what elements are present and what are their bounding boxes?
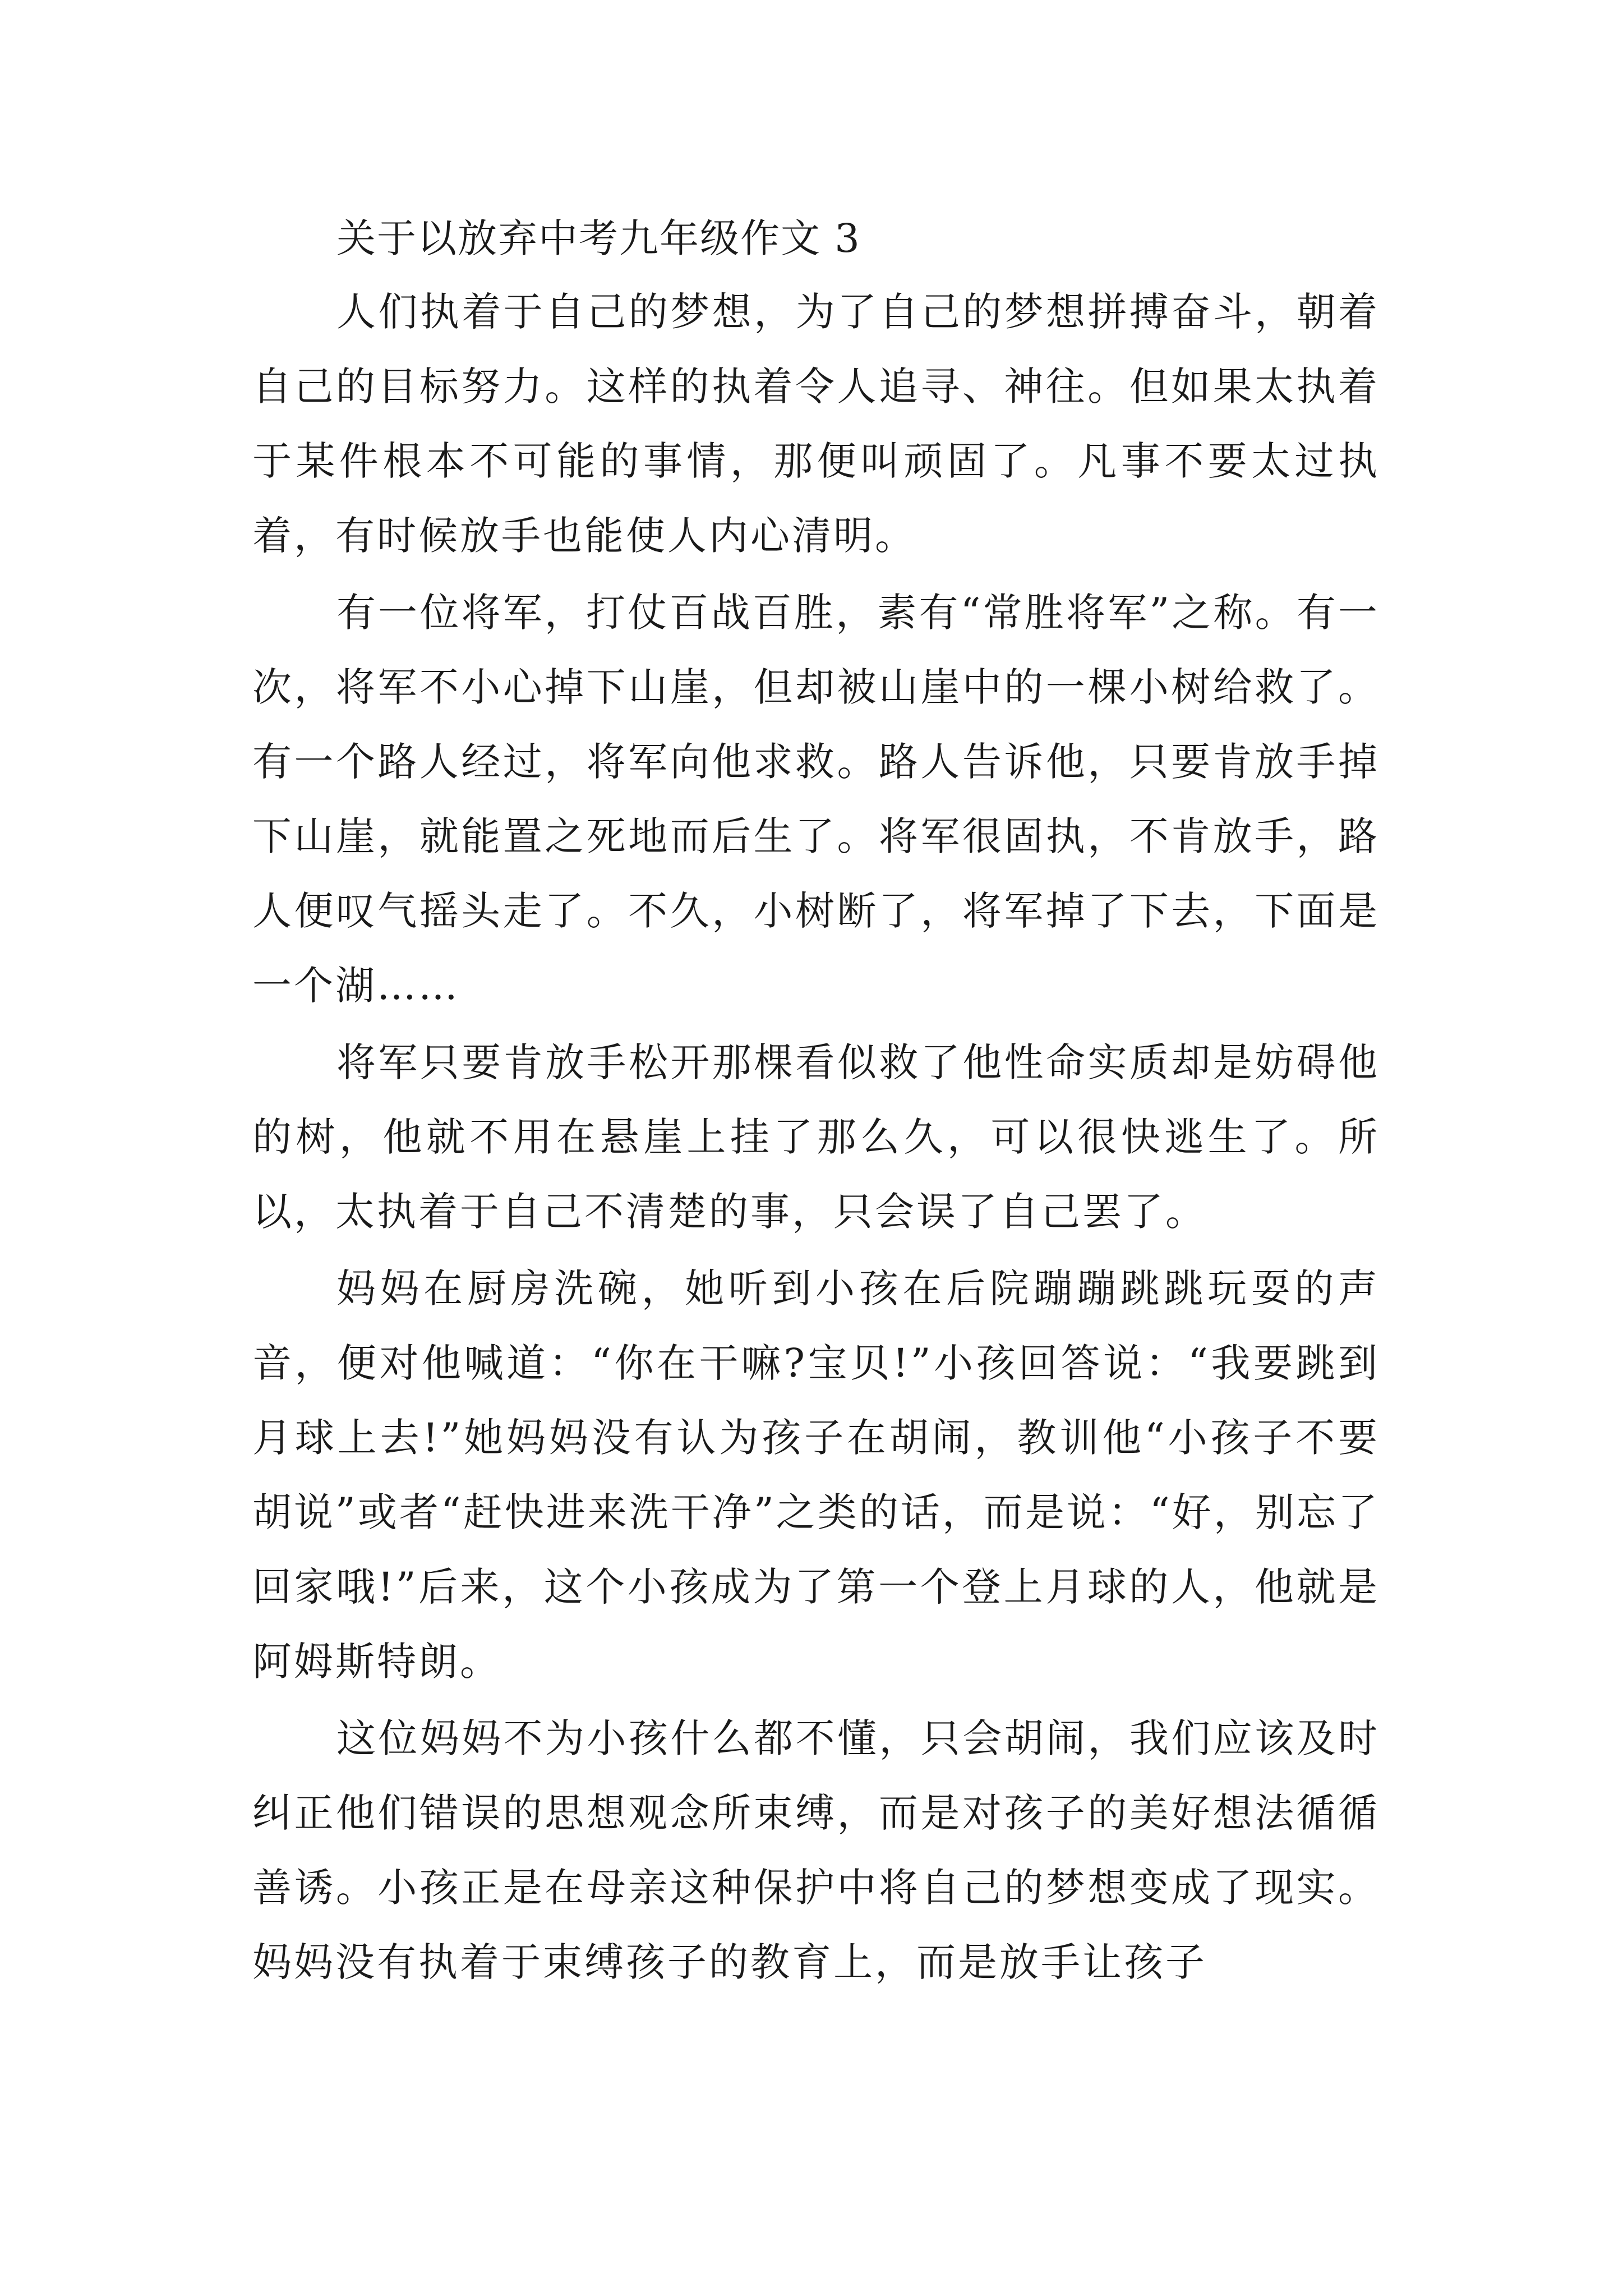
- paragraph-5: 这位妈妈不为小孩什么都不懂，只会胡闹，我们应该及时纠正他们错误的思想观念所束缚，而是对孩子的美好想法循循善诱。小孩正是在母亲这种保护中将自己的梦想变成了现实。妈妈没有执着于束缚孩子的教育上，而是放手让孩子: [252, 1715, 1380, 1985]
- paragraph-2: 有一位将军，打仗百战百胜，素有“常胜将军”之称。有一次，将军不小心掉下山崖，但却被山崖中的一棵小树给救了。有一个路人经过，将军向他求救。路人告诉他，只要肯放手掉下山崖，就能置之死地而后生了。将军很固执，不肯放手，路人便叹气摇头走了。不久，小树断了，将军掉了下去，下面是一个湖……: [252, 590, 1380, 1009]
- paragraph-1: 人们执着于自己的梦想，为了自己的梦想拼搏奋斗，朝着自己的目标努力。这样的执着令人追寻、神往。但如果太执着于某件根本不可能的事情，那便叫顽固了。凡事不要太过执着，有时候放手也能使人内心清明。: [252, 289, 1380, 559]
- paragraph-3: 将军只要肯放手松开那棵看似救了他性命实质却是妨碍他的树，他就不用在悬崖上挂了那么久，可以很快逃生了。所以，太执着于自己不清楚的事，只会误了自己罢了。: [252, 1039, 1380, 1235]
- paragraph-4: 妈妈在厨房洗碗，她听到小孩在后院蹦蹦跳跳玩耍的声音，便对他喊道：“你在干嘛?宝贝!”小孩回答说：“我要跳到月球上去!”她妈妈没有认为孩子在胡闹，教训他“小孩子不要胡说”或者“赶快进来洗干净”之类的话，而是说：“好，别忘了回家哦!”后来，这个小孩成为了第一个登上月球的人，他就是阿姆斯特朗。: [252, 1266, 1380, 1685]
- document-body: [252, 208, 1380, 2002]
- document-title: 关于以放弃中考九年级作文 3: [336, 215, 861, 261]
